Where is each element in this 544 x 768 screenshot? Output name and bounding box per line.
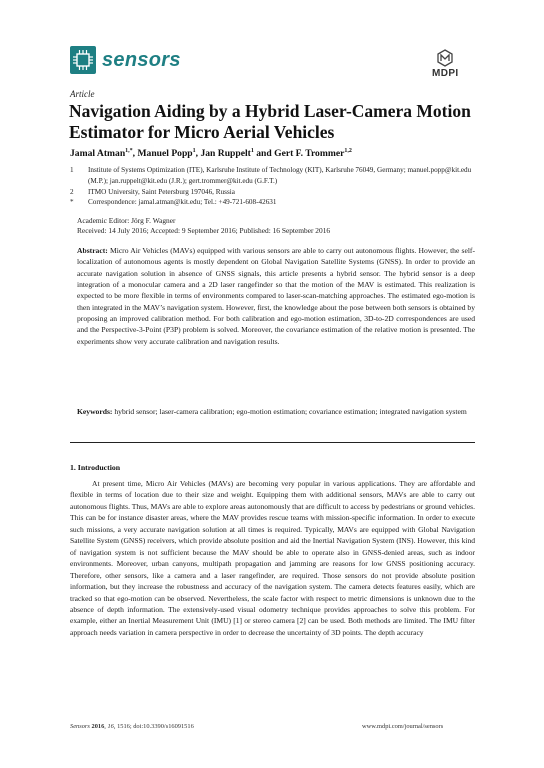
correspondence-mark: *: [70, 198, 74, 207]
author-separator: ,: [132, 148, 138, 160]
publication-info: [77, 216, 330, 237]
keywords-label: Keywords:: [77, 407, 113, 416]
affiliations: [70, 165, 482, 208]
author-affiliation-mark: 1: [250, 148, 254, 154]
author-name: Manuel Popp: [137, 148, 193, 160]
abstract-label: Abstract:: [77, 246, 108, 255]
journal-name: sensors: [102, 48, 181, 71]
introduction-paragraph: At present time, Micro Air Vehicles (MAVs) are becoming very popular in various applications. They are affordable and flexible in terms of location due to their size and weight. Equipping them with additional sensors, MAVs are able to carry out autonomous flights. Thus, MAVs are able to explore areas autonomously that are difficult to access by pedestrians or ground vehicles. This can be for instance disaster areas, where the MAV provides rescue teams with mission-specific information. In order to execute such missions, a very accurate navigation solution at all times is required. Typically, MAVs are equipped with Global Navigation Satellite System (GNSS) receivers, which provide absolute position and aid the Inertial Navigation System (INS). However, this kind of navigation system is not sufficient because the MAV should be able to operate also in GNSS-denied areas, such as indoor environments. Moreover, urban canyons, multipath propagation and jamming are reasons for low GNSS positioning accuracy. Therefore, other sensors, like a camera and a laser rangefinder, are required. Those sensors do not provide absolute position information, but they increase the robustness and accuracy of the navigation system. The camera detects features easily, which are tracked so that ego-motion can be observed. Nevertheless, the scale factor with respect to metric dimensions is unknown due to the absence of depth information. The extensively-used visual odometry technique provides approaches to solve this problem. For example, either an Inertial Measurement Unit (IMU) [1] or stereo camera [2] can be used. Both methods are limited. The IMU filter approach needs variation in camera perspective in order to decrease the uncertainty of 3D points. The depth accuracy: [70, 479, 475, 637]
academic-editor: Academic Editor: Jörg F. Wagner: [77, 216, 176, 225]
affiliation-mark: 1: [70, 166, 74, 174]
author-affiliation-mark: 1,2: [344, 148, 352, 154]
author-affiliation-mark: 1,*: [125, 148, 133, 154]
keywords: [77, 406, 475, 417]
sensors-logo-icon: [70, 46, 96, 74]
author-name: Gert F. Trommer: [274, 148, 345, 160]
affiliation-text: ITMO University, Saint Petersburg 197046, Russia: [88, 187, 235, 196]
journal-url-link[interactable]: www.mdpi.com/journal/sensors: [362, 723, 444, 730]
footer-doi: , 1516; doi:10.3390/s16091516: [113, 723, 194, 730]
citation-footer: Sensors 2016, 16, 1516; doi:10.3390/s16091516: [70, 723, 194, 730]
paper-title: Navigation Aiding by a Hybrid Laser-Camera Motion Estimator for Micro Aerial Vehicles: [69, 101, 471, 142]
affiliation-row: [70, 187, 482, 198]
abstract-text: Micro Air Vehicles (MAVs) equipped with various sensors are able to carry out autonomous flights. However, the self-localization of autonomous agents is mostly dependent on Global Navigation Satellite Systems (GNSS). In order to provide an accurate navigation solution in absence of GNSS signals, this article presents a hybrid sensor. The hybrid sensor is a deep integration of a monocular camera and a 2D laser rangefinder so that the motion of the MAV is estimated. This realization is expected to be more flexible in terms of environments compared to laser-scan-matching approaches. The estimated ego-motion is then integrated in the MAV’s navigation system. However, first, the knowledge about the pose between both sensors is obtained by proposing an improved calibration method. For both calibration and ego-motion estimation, 3D-to-2D correspondences are used and the Perspective-3-Point (P3P) problem is solved. Moreover, the covariance estimation of the relative motion is presented. The experiments show very accurate calibration and navigation results.: [77, 246, 475, 346]
author-affiliation-mark: 1: [192, 148, 196, 154]
affiliation-mark: 2: [70, 187, 74, 196]
abstract: [77, 245, 475, 347]
correspondence-text: Correspondence: jamal.atman@kit.edu; Tel.: +49-721-608-42631: [88, 198, 277, 207]
journal-logo[interactable]: [70, 46, 181, 74]
publisher-name: MDPI: [432, 68, 459, 79]
section-divider: [70, 442, 475, 443]
mdpi-logo-icon: [436, 49, 454, 67]
keywords-text: hybrid sensor; laser-camera calibration; ego-motion estimation; covariance estimation; integrated navigation system: [114, 407, 467, 416]
author-name: Jamal Atman: [70, 148, 126, 160]
footer-volume: 16: [107, 723, 114, 730]
article-type: Article: [70, 89, 95, 99]
footer-journal: Sensors: [70, 723, 90, 730]
author-separator: and: [253, 148, 275, 160]
publisher-logo[interactable]: [432, 49, 459, 79]
affiliation-text: Institute of Systems Optimization (ITE), Karlsruhe Institute of Technology (KIT), Karlsruhe 76049, Germany; manuel.popp@kit.edu (M.P.); jan.ruppelt@kit.edu (J.R.); gert.trommer@kit.edu (G.F.T.): [88, 166, 472, 185]
author-list: [70, 148, 352, 159]
publication-dates: Received: 14 July 2016; Accepted: 9 September 2016; Published: 16 September 2016: [77, 226, 331, 236]
author-name: Jan Ruppelt: [200, 148, 251, 160]
section-heading: 1. Introduction: [70, 463, 121, 472]
footer-year: 2016: [91, 723, 105, 730]
affiliation-row: [70, 165, 482, 187]
author-separator: ,: [195, 148, 201, 160]
correspondence-row: [70, 197, 482, 208]
